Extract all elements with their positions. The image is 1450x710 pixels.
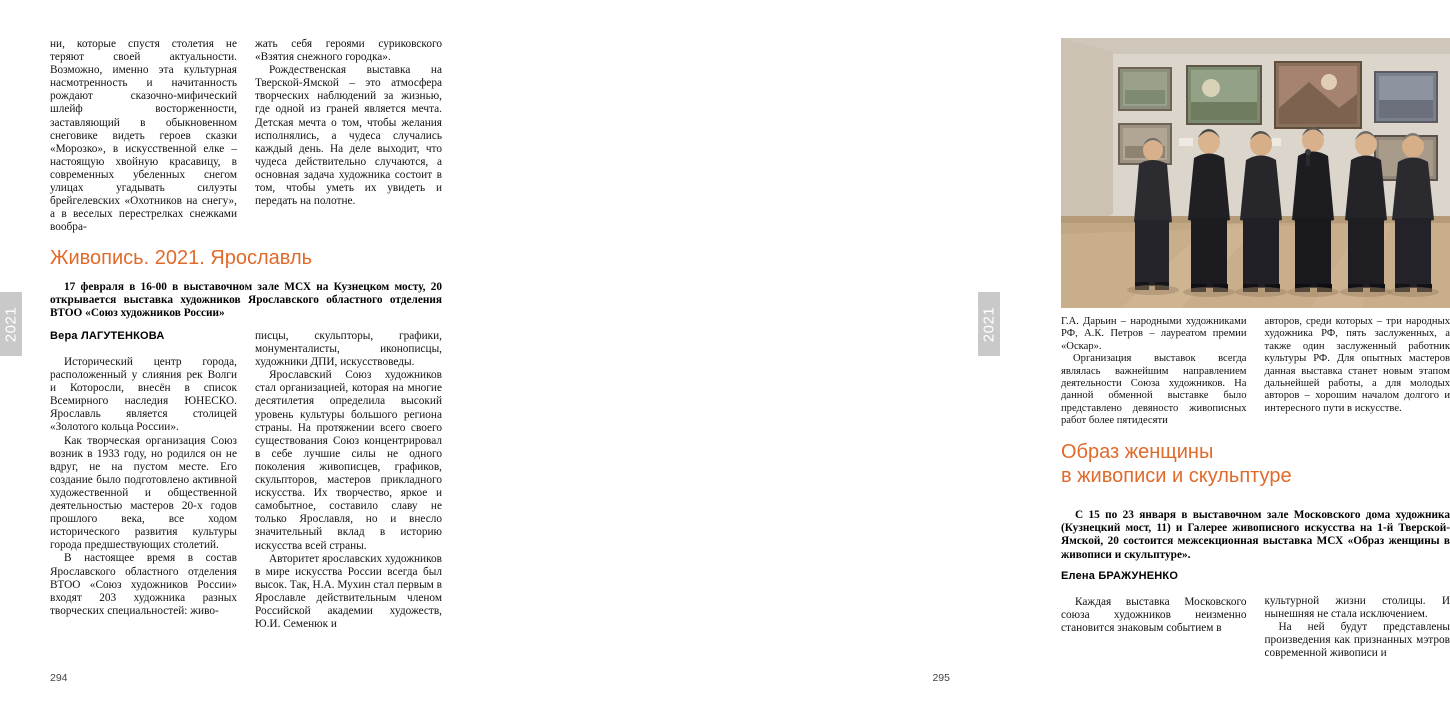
paragraph: На ней будут представлены произведения как признанных мэтров современной живописи и xyxy=(1264,621,1450,660)
right-col1-body xyxy=(1061,570,1247,660)
paragraph: Ярославский Союз художников стал организацией, которая на многие десятилетия определила высокий уровень культуры большого региона страны. На протяжении всего своего существования Союз концентрировал в себе лучшие силы не одного поколения живописцев, графиков, скульпторов, мастеров прикладного искусства. Их творчество, яркое и самобытное, составило славу не только Ярославля, но и внесло значительный вклад в историю искусства всей страны. xyxy=(255,369,442,552)
paragraph: Авторитет ярославских художников в мире искусства России всегда был высок. Так, Н.А. Мухин стал первым в Ярославле действительным членом Российской академии художеств, Ю.И. Семенюк и xyxy=(255,552,442,631)
page-right xyxy=(500,0,1450,710)
left-col2-top xyxy=(255,38,442,234)
right-col2-caption xyxy=(1265,316,1450,428)
paragraph: Исторический центр города, расположенный у слияния рек Волги и Которосли, внесён в список Всемирного наследия ЮНЕСКО. Ярославль является столицей «Золотого кольца России». xyxy=(50,356,237,434)
author-name: Елена БРАЖУНЕНКО xyxy=(1061,570,1179,582)
page-number-right: 295 xyxy=(932,672,950,684)
exhibition-opening-photo xyxy=(1061,38,1450,308)
section-title: Живопись. 2021. Ярославль xyxy=(50,247,313,269)
page-gutter xyxy=(499,0,500,710)
year-tab-left xyxy=(0,292,22,356)
author-name: Вера ЛАГУТЕНКОВА xyxy=(50,330,165,342)
page-number-left: 294 xyxy=(50,672,68,684)
page-left xyxy=(0,0,500,710)
right-section-heading xyxy=(1061,440,1450,488)
right-col1-caption xyxy=(1061,316,1247,428)
left-lead-block xyxy=(50,281,442,321)
paragraph: В настоящее время в состав Ярославского областного отделения ВТОО «Союз художников России» входят 203 художника разных творческих специальностей: живо- xyxy=(50,552,237,617)
year-tab-left-label: 2021 xyxy=(2,306,20,343)
caption: Организация выставок всегда являлась важнейшим направлением деятельности Союза художников. На данной обменной выставке было представлено девяносто живописных работ более пятидесяти xyxy=(1061,353,1247,427)
paragraph: Рождественская выставка на Тверской-Ямской – это атмосфера творческих наблюдений за жизнью, где одной из граней является мечта. Детская мечта о том, чтобы желания исполнялись, а чудеса случались каждый день. На деле выходит, что чудеса действительно случаются, а основная задача художника состоит в том, чтобы уметь их увидеть и передать на полотне. xyxy=(255,64,442,208)
photo-graphic xyxy=(1061,38,1450,308)
paragraph: культурной жизни столицы. И нынешняя не стала исключением. xyxy=(1264,595,1450,621)
left-section-heading xyxy=(50,246,442,270)
section-title-line1: Образ женщины xyxy=(1061,441,1214,463)
lead-paragraph: 17 февраля в 16-00 в выставочном зале МСХ на Кузнецком мосту, 20 открывается выставка художников Ярославского областного отделения ВТОО «Союз художников России» xyxy=(50,281,442,320)
left-body-columns xyxy=(50,330,442,631)
lead-paragraph: С 15 по 23 января в выставочном зале Московского дома художника (Кузнецкий мост, 11) и Галерее живописного искусства на 1-й Тверской-Ямской, 20 состоится межсекционная выставка МСХ «Образ женщины в живописи и скульптуре». xyxy=(1061,509,1450,561)
right-caption-columns xyxy=(1061,316,1450,428)
left-top-columns xyxy=(50,38,442,234)
left-col1-body xyxy=(50,330,237,631)
year-tab-right-label: 2021 xyxy=(980,306,998,343)
year-tab-right xyxy=(978,292,1000,356)
right-lead-block xyxy=(1061,509,1450,562)
paragraph: Каждая выставка Московского союза художников неизменно становится знаковым событием в xyxy=(1061,596,1247,635)
right-col2-body xyxy=(1265,570,1450,660)
paragraph: писцы, скульпторы, графики, монументалисты, иконописцы, художники ДПИ, искусствоведы. xyxy=(255,330,442,369)
paragraph: Как творческая организация Союз возник в 1933 году, но родился он не вдруг, не на пустом месте. Его создание было подготовлено активной художественной и общественной деятельностью мастеров 20-х годов прошлого века, все ходом исторического развития культуры города предшествующих столетий. xyxy=(50,434,237,552)
left-col1-top xyxy=(50,38,237,234)
right-body-columns xyxy=(1061,570,1450,660)
caption: Г.А. Дарьин – народными художниками РФ, А.К. Петров – лауреатом премии «Оскар». xyxy=(1061,316,1247,352)
caption: авторов, среди которых – три народных художника РФ, пять заслуженных, а также один заслуженный работник культуры РФ. Для опытных мастеров данная выставка станет новым этапом дальнейшей работы, а для молодых авторов – хорошим началом долгого и интересного пути в искусстве. xyxy=(1264,316,1450,414)
left-col2-body xyxy=(255,330,442,631)
paragraph: жать себя героями суриковского «Взятия снежного городка». xyxy=(255,38,442,64)
paragraph: ни, которые спустя столетия не теряют своей актуальности. Возможно, именно эта культурная насмотренность и начитанность рождают сказочно-мифический шлейф восторженности, заставляющий в обыкновенном снеговике видеть героев сказки «Морозко», в искусственной елке – настоящую хвойную красавицу, в современных убеленных снегом улицах угадывать силуэты брейгелевских «Охотников на снегу», а в веселых перестрелках снежками вообра- xyxy=(50,38,237,234)
section-title-line2: в живописи и скульптуре xyxy=(1061,465,1292,487)
